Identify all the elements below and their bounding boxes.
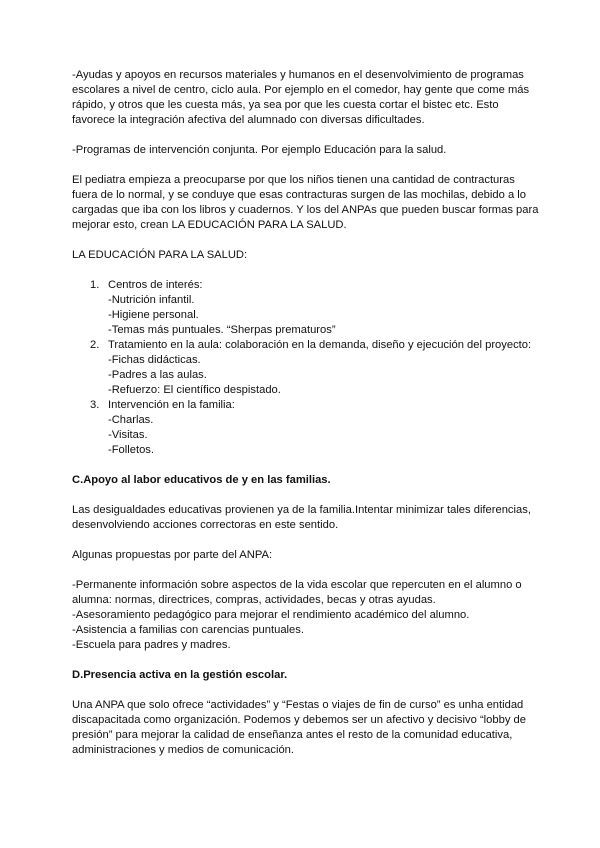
list-subitem: -Refuerzo: El científico despistado. <box>108 384 281 396</box>
list-item <box>72 398 542 458</box>
list-item <box>72 278 542 338</box>
section-c-item: -Asesoramiento pedagógico para mejorar el rendimiento académico del alumno. <box>72 609 470 621</box>
document-page <box>72 68 542 758</box>
list-subitem: -Charlas. <box>108 414 154 426</box>
section-c-item: -Permanente información sobre aspectos de la vida escolar que repercuten en el alumno o alumna: normas, directrices, compras, actividades, becas y otras ayudas. <box>72 579 522 606</box>
list-subitem: -Higiene personal. <box>108 309 199 321</box>
list-label: Tratamiento en la aula: colaboración en la demanda, diseño y ejecución del proyecto: <box>108 339 532 351</box>
section-c-paragraph: Las desigualdades educativas provienen ya de la familia.Intentar minimizar tales diferencias, desenvolviendo acciones correctoras en este sentido. <box>72 504 531 531</box>
list-subitem: -Visitas. <box>108 429 148 441</box>
paragraph-pediatra: El pediatra empieza a preocuparse por que los niños tienen una cantidad de contracturas fuera de lo normal, y se conduye que esas contracturas surgen de las mochilas, debido a lo cargadas que iba con los libros y cuadernos. Y los del ANPAs que pueden buscar formas para mejorar esto, crean LA EDUCACIÓN PARA LA SALUD. <box>72 174 539 231</box>
section-d-paragraph: Una ANPA que solo ofrece “actividades” y “Festas o viajes de fin de curso” es unha entidad discapacitada como organización. Podemos y debemos ser un afectivo y decisivo “lobby de presión” para mejorar la calidad de enseñanza antes el resto de la comunidad educativa, administraciones y medios de comunicación. <box>72 699 526 756</box>
section-c-item: -Asistencia a familias con carencias puntuales. <box>72 624 304 636</box>
list-number: 2. <box>90 339 100 351</box>
list-label: Centros de interés: <box>108 279 203 291</box>
section-c-item: -Escuela para padres y madres. <box>72 639 231 651</box>
paragraph-ayudas: -Ayudas y apoyos en recursos materiales y humanos en el desenvolvimiento de programas escolares a nivel de centro, ciclo aula. Por ejemplo en el comedor, hay gente que come más rápido, y otros que les cuesta más, ya sea por que les cuesta cortar el bistec etc. Esto favorece la integración afectiva del alumnado con diversas dificultades. <box>72 69 530 126</box>
paragraph-programas: -Programas de intervención conjunta. Por ejemplo Educación para la salud. <box>72 144 447 156</box>
list-subitem: -Fichas didácticas. <box>108 354 201 366</box>
section-c-heading: C.Apoyo al labor educativos de y en las familias. <box>72 474 331 486</box>
list-subitem: -Temas más puntuales. “Sherpas prematuros” <box>108 324 336 336</box>
section-d-heading: D.Presencia activa en la gestión escolar. <box>72 669 288 681</box>
numbered-list <box>72 278 542 458</box>
list-item <box>72 338 542 398</box>
section-c-intro: Algunas propuestas por parte del ANPA: <box>72 549 273 561</box>
paragraph-educacion-heading: LA EDUCACIÓN PARA LA SALUD: <box>72 249 248 261</box>
list-subitem: -Folletos. <box>108 444 155 456</box>
list-subitem: -Nutrición infantil. <box>108 294 195 306</box>
list-subitem: -Padres a las aulas. <box>108 369 207 381</box>
list-number: 1. <box>90 279 100 291</box>
list-label: Intervención en la familia: <box>108 399 235 411</box>
list-number: 3. <box>90 399 100 411</box>
